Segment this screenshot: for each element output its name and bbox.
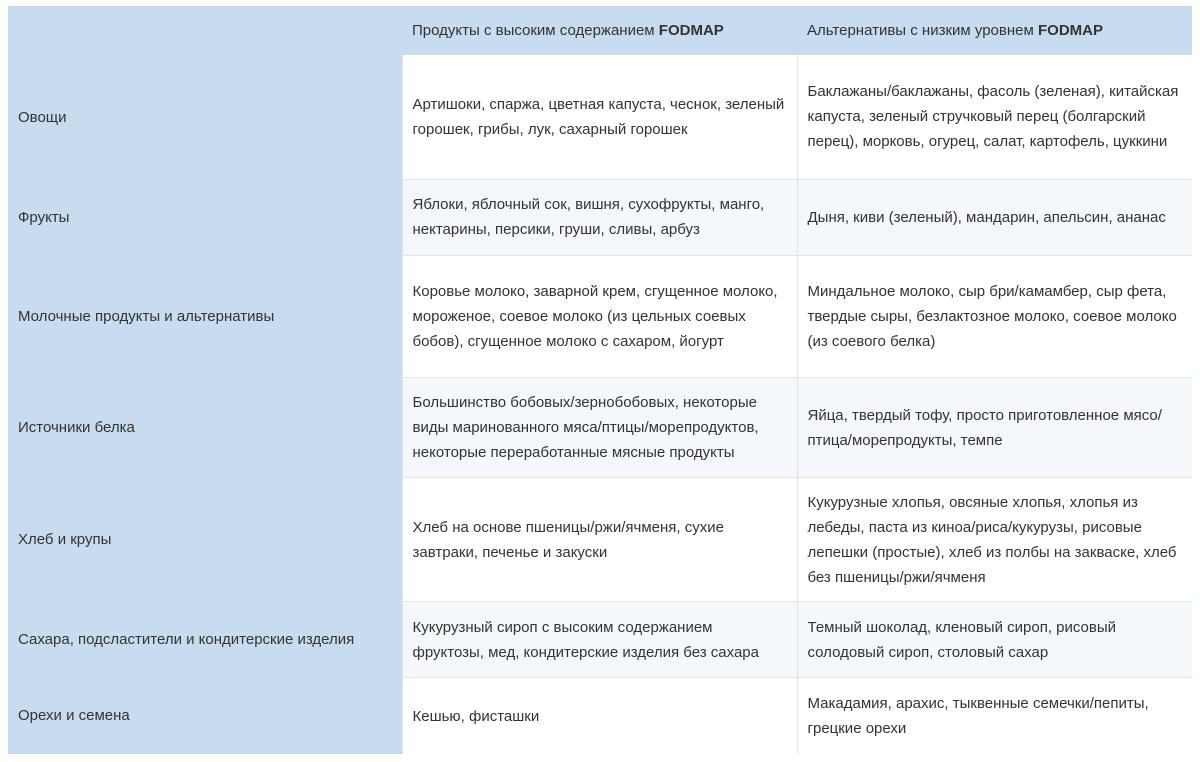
- row-category: Фрукты: [8, 179, 402, 255]
- row-high-fodmap: Яблоки, яблочный сок, вишня, сухофрукты, манго, нектарины, персики, груши, сливы, арбуз: [402, 179, 797, 255]
- header-high-prefix: Продукты с высоким содержанием: [412, 22, 659, 39]
- fodmap-table: [8, 6, 1192, 754]
- row-category: Овощи: [8, 55, 402, 179]
- row-low-fodmap: Дыня, киви (зеленый), мандарин, апельсин, ананас: [797, 179, 1192, 255]
- table-row: [8, 377, 1192, 477]
- header-high-fodmap: [402, 6, 797, 55]
- row-low-fodmap: Миндальное молоко, сыр бри/камамбер, сыр фета, твердые сыры, безлактозное молоко, соевое молоко (из соевого белка): [797, 255, 1192, 377]
- row-low-fodmap: Темный шоколад, кленовый сироп, рисовый солодовый сироп, столовый сахар: [797, 602, 1192, 678]
- header-high-bold: FODMAP: [658, 22, 724, 39]
- header-low-fodmap: [797, 6, 1192, 55]
- row-low-fodmap: Баклажаны/баклажаны, фасоль (зеленая), китайская капуста, зеленый стручковый перец (болгарский перец), морковь, огурец, салат, картофель, цуккини: [797, 55, 1192, 179]
- row-high-fodmap: Артишоки, спаржа, цветная капуста, чеснок, зеленый горошек, грибы, лук, сахарный горошек: [402, 55, 797, 179]
- row-low-fodmap: Кукурузные хлопья, овсяные хлопья, хлопья из лебеды, паста из киноа/риса/кукурузы, рисовые лепешки (простые), хлеб из полбы на закваске, хлеб без пшеницы/ржи/ячменя: [797, 478, 1192, 602]
- row-high-fodmap: Кешью, фисташки: [402, 678, 797, 754]
- table-row: [8, 602, 1192, 678]
- row-category: Сахара, подсластители и кондитерские изделия: [8, 602, 402, 678]
- row-category: Хлеб и крупы: [8, 478, 402, 602]
- table-row: [8, 255, 1192, 377]
- row-low-fodmap: Макадамия, арахис, тыквенные семечки/пепиты, грецкие орехи: [797, 678, 1192, 754]
- row-high-fodmap: Хлеб на основе пшеницы/ржи/ячменя, сухие завтраки, печенье и закуски: [402, 478, 797, 602]
- table-row: [8, 179, 1192, 255]
- table-row: [8, 678, 1192, 754]
- table-row: [8, 478, 1192, 602]
- header-row: [8, 6, 1192, 55]
- row-high-fodmap: Кукурузный сироп с высоким содержанием фруктозы, мед, кондитерские изделия без сахара: [402, 602, 797, 678]
- row-category: Молочные продукты и альтернативы: [8, 255, 402, 377]
- table-row: [8, 55, 1192, 179]
- row-high-fodmap: Большинство бобовых/зернобобовых, некоторые виды маринованного мяса/птицы/морепродуктов, некоторые переработанные мясные продукты: [402, 377, 797, 477]
- header-low-prefix: Альтернативы с низким уровнем: [807, 22, 1038, 39]
- row-low-fodmap: Яйца, твердый тофу, просто приготовленное мясо/птица/морепродукты, темпе: [797, 377, 1192, 477]
- row-high-fodmap: Коровье молоко, заварной крем, сгущенное молоко, мороженое, соевое молоко (из цельных соевых бобов), сгущенное молоко с сахаром, йогурт: [402, 255, 797, 377]
- row-category: Источники белка: [8, 377, 402, 477]
- header-category: [8, 6, 402, 55]
- row-category: Орехи и семена: [8, 678, 402, 754]
- header-low-bold: FODMAP: [1037, 22, 1103, 39]
